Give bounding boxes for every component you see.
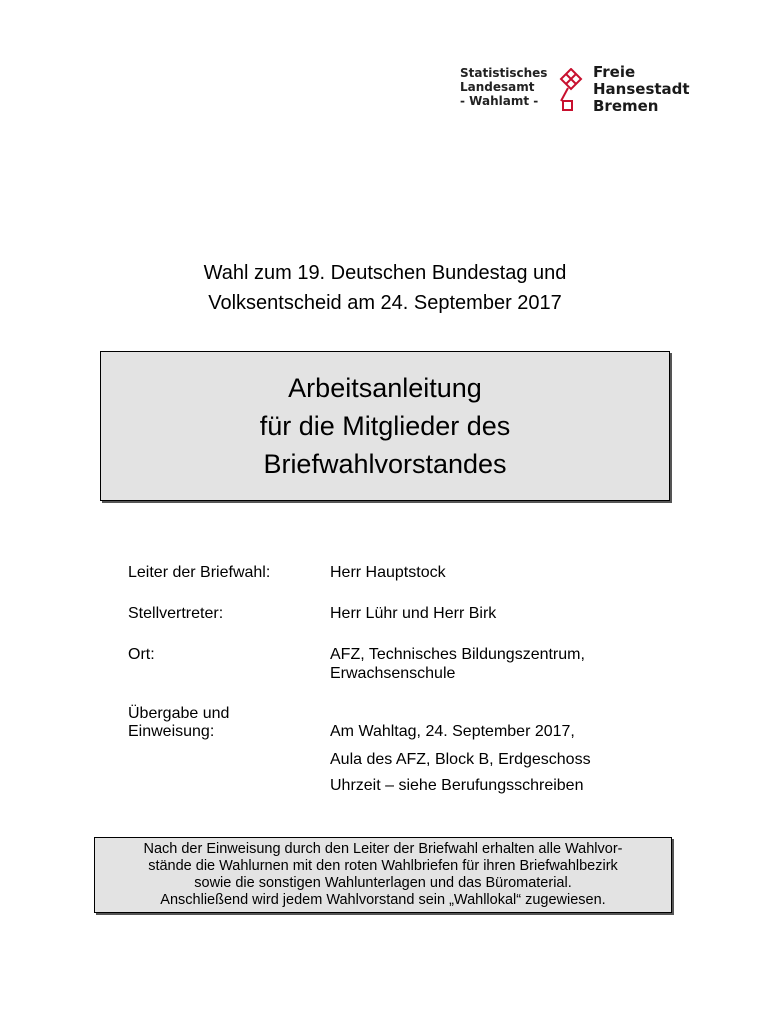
uebergabe-value-line-2: Aula des AFZ, Block B, Erdgeschoss	[330, 751, 591, 768]
bremen-key-crest-icon	[557, 68, 585, 112]
title-line-2: für die Mitglieder des	[259, 411, 511, 441]
office-line-2: Landesamt	[460, 80, 535, 94]
title-box	[100, 351, 670, 501]
leiter-label: Leiter der Briefwahl:	[128, 564, 271, 581]
note-line-3: sowie die sonstigen Wahlunterlagen und das Büromaterial.	[194, 875, 572, 891]
city-name	[593, 64, 690, 115]
instruction-note	[95, 841, 671, 909]
stellvertreter-label: Stellvertreter:	[128, 605, 224, 622]
city-line-1: Freie	[593, 63, 636, 81]
uebergabe-label-line-2: Einweisung:	[128, 723, 215, 740]
uebergabe-label-line-1: Übergabe und	[128, 705, 230, 722]
office-line-3: - Wahlamt -	[460, 94, 539, 108]
note-line-2: stände die Wahlurnen mit den roten Wahlbriefen für ihren Briefwahlbezirk	[148, 858, 618, 874]
title-line-3: Briefwahlvorstandes	[263, 449, 507, 479]
title-line-1: Arbeitsanleitung	[288, 373, 482, 403]
uebergabe-value-line-3: Uhrzeit – siehe Berufungsschreiben	[330, 777, 584, 794]
uebergabe-value-line-1: Am Wahltag, 24. September 2017,	[330, 723, 575, 740]
leiter-value: Herr Hauptstock	[330, 564, 446, 581]
city-line-3: Bremen	[593, 97, 659, 115]
header-logo	[460, 63, 700, 116]
ort-value-line-2: Erwachsenschule	[330, 665, 456, 682]
statistics-office-name	[460, 66, 547, 108]
office-line-1: Statistisches	[460, 66, 548, 80]
stellvertreter-value: Herr Lühr und Herr Birk	[330, 605, 497, 622]
subtitle-line-1: Wahl zum 19. Deutschen Bundestag und	[203, 262, 567, 284]
city-line-2: Hansestadt	[593, 80, 690, 98]
ort-label: Ort:	[128, 646, 155, 663]
note-line-1: Nach der Einweisung durch den Leiter der Briefwahl erhalten alle Wahlvor-	[143, 841, 623, 857]
subtitle-line-2: Volksentscheid am 24. September 2017	[208, 292, 562, 314]
document-title	[101, 369, 669, 483]
election-subtitle	[0, 258, 770, 318]
instruction-note-box	[94, 837, 672, 913]
ort-value-line-1: AFZ, Technisches Bildungszentrum,	[330, 646, 585, 663]
note-line-4: Anschließend wird jedem Wahlvorstand sein „Wahllokal“ zugewiesen.	[160, 892, 606, 908]
